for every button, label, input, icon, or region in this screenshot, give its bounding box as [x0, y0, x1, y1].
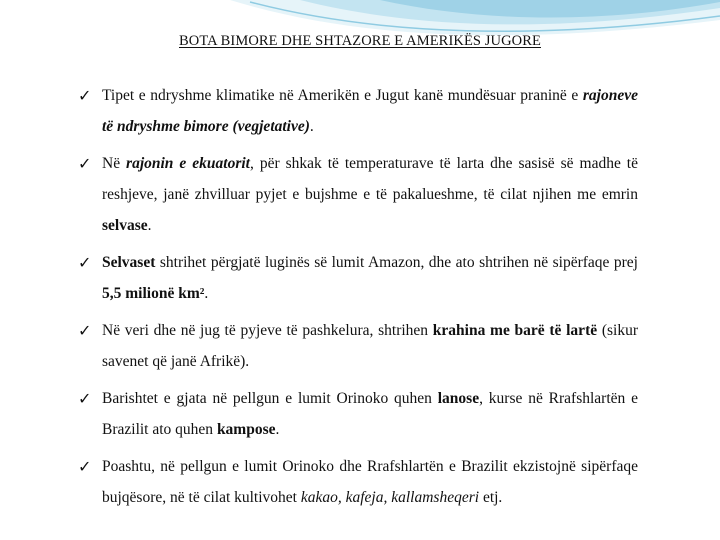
emphasized-term: rajonin e ekuatorit [126, 155, 250, 172]
bullet-text [102, 383, 638, 445]
bold-term: kampose [216, 421, 276, 438]
bullet-text [102, 80, 638, 142]
bold-term: krahina me barë të lartë [432, 322, 598, 339]
check-mark-icon: ✓ [78, 253, 92, 272]
check-mark-icon: ✓ [78, 86, 92, 105]
emphasized-term: kakao, kafeja, kallamsheqeri [300, 489, 480, 506]
page-title-text: BOTA BIMORE DHE SHTAZORE E AMERIKËS JUGORE [179, 33, 541, 49]
bullet-text [102, 247, 638, 309]
text-segment: (sikur savenet që janë Afrikë). [102, 322, 638, 370]
text-segment: Poashtu, në pellgun e lumit Orinoko dhe Rrafshlartën e Brazilit ekzistojnë sipërfaqe bujqësore, në të cilat kultivohet [102, 458, 638, 506]
bullet-item [78, 148, 638, 241]
text-segment: , kurse në Rrafshlartën e Brazilit ato quhen [102, 390, 638, 438]
check-mark-icon: ✓ [78, 389, 92, 408]
bold-term: 5,5 milionë km² [102, 285, 205, 302]
text-segment: . [204, 285, 209, 302]
bold-term: Selvaset [102, 254, 156, 271]
text-segment: Barishtet e gjata në pellgun e lumit Orinoko quhen [102, 390, 438, 407]
text-segment: Tipet e ndryshme klimatike në Amerikën e Jugut kanë mundësuar praninë e [102, 87, 583, 104]
bullet-text [102, 451, 638, 513]
bullet-text [102, 148, 638, 241]
text-segment: shtrihet përgjatë luginës së lumit Amazon, dhe ato shtrihen në sipërfaqe prej [155, 254, 638, 271]
check-mark-icon: ✓ [78, 321, 92, 340]
text-segment: Në [102, 155, 127, 172]
bold-term: selvase [102, 217, 148, 234]
bullet-item [78, 451, 638, 513]
bullet-item [78, 247, 638, 309]
emphasized-term: rajoneve të ndryshme bimore (vegjetative) [102, 87, 638, 135]
text-segment: . [309, 118, 314, 135]
text-segment: etj. [479, 489, 503, 506]
page-title [0, 33, 720, 50]
text-segment: Në veri dhe në jug të pyjeve të pashkelura, shtrihen [102, 322, 433, 339]
bullet-list [78, 80, 638, 513]
check-mark-icon: ✓ [78, 154, 92, 173]
text-segment: . [275, 421, 280, 438]
check-mark-icon: ✓ [78, 457, 92, 476]
bullet-text [102, 315, 638, 377]
bullet-item [78, 315, 638, 377]
bullet-item [78, 80, 638, 142]
bullet-item [78, 383, 638, 445]
text-segment: , për shkak të temperaturave të larta dhe sasisë së madhe të reshjeve, janë zhvilluar pyjet e bujshme e të pakalueshme, të cilat njihen me emrin [102, 155, 638, 203]
bold-term: lanose [437, 390, 480, 407]
text-segment: . [147, 217, 152, 234]
